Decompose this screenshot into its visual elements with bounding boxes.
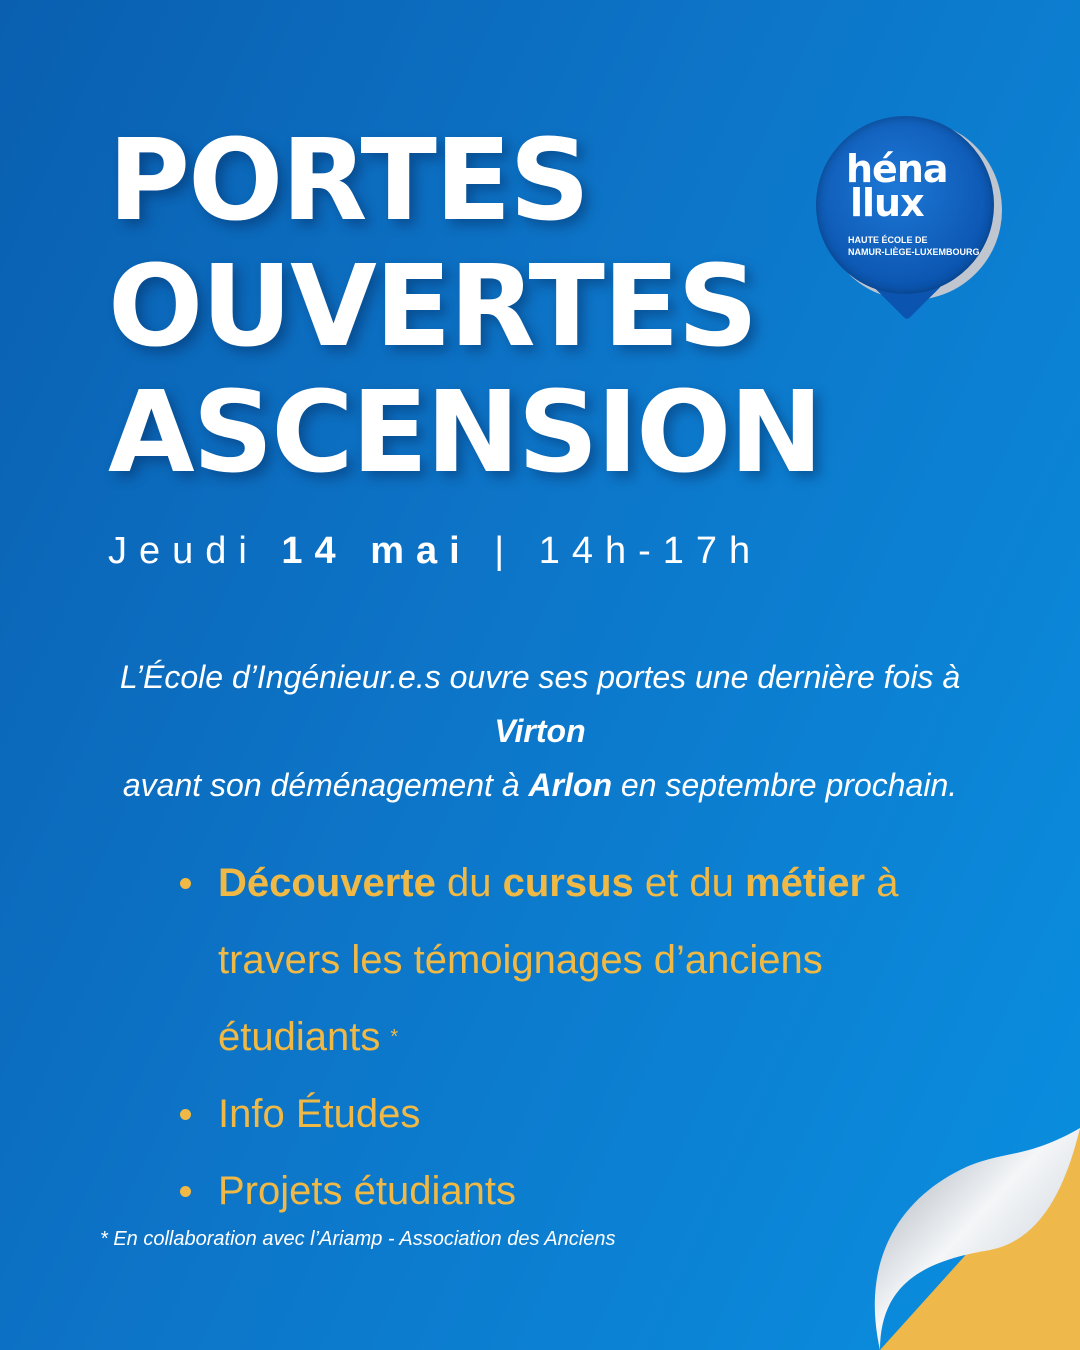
bullet-1-word-6: à bbox=[876, 861, 899, 905]
bullet-1-keyword-1: Découverte bbox=[218, 861, 436, 905]
logo-tagline bbox=[848, 234, 980, 258]
list-item-label: Projets étudiants bbox=[218, 1169, 516, 1213]
footnote-marker: * bbox=[390, 1026, 399, 1048]
bullet-1-word-2: du bbox=[447, 861, 492, 905]
bullet-1-word-4: et du bbox=[644, 861, 734, 905]
bullet-icon bbox=[180, 1109, 191, 1120]
event-time: 14h-17h bbox=[538, 530, 763, 572]
bullet-1-keyword-2: cursus bbox=[502, 861, 634, 905]
intro-line-1 bbox=[100, 650, 980, 758]
intro-location-virton: Virton bbox=[494, 713, 586, 749]
intro-line-2-after: en septembre prochain. bbox=[620, 767, 958, 803]
list-item bbox=[180, 845, 1010, 1076]
title-line-3: ASCENSION bbox=[108, 368, 822, 498]
intro-text bbox=[100, 650, 980, 812]
bullet-icon bbox=[180, 1186, 191, 1197]
intro-line-2 bbox=[100, 758, 980, 812]
logo-tagline-line-2: NAMUR-LIÈGE-LUXEMBOURG bbox=[848, 247, 980, 257]
title-line-2: OUVERTES bbox=[108, 242, 757, 372]
logo-wordmark-line-1: héna bbox=[846, 147, 948, 191]
logo-tagline-line-1: HAUTE ÉCOLE DE bbox=[848, 235, 928, 245]
intro-location-arlon: Arlon bbox=[528, 767, 613, 803]
list-item-line-1 bbox=[218, 861, 898, 905]
date-separator: | bbox=[494, 530, 517, 572]
list-item-line-2: travers les témoignages d’anciens étudiants bbox=[218, 938, 823, 1059]
list-item-label: Info Études bbox=[218, 1092, 421, 1136]
page-curl-decoration bbox=[840, 1110, 1080, 1350]
title-line-1: PORTES bbox=[108, 116, 589, 246]
event-date: 14 mai bbox=[281, 530, 472, 572]
intro-line-2-before: avant son déménagement à bbox=[122, 767, 520, 803]
intro-line-1-text: L’École d’Ingénieur.e.s ouvre ses portes une dernière fois à bbox=[119, 659, 961, 695]
logo-wordmark-line-2: llux bbox=[850, 181, 924, 225]
footnote: * En collaboration avec l’Ariamp - Association des Anciens bbox=[100, 1228, 616, 1250]
bullet-icon bbox=[180, 878, 191, 889]
logo-wordmark bbox=[846, 147, 948, 225]
page-title bbox=[108, 118, 821, 496]
event-day: Jeudi bbox=[108, 530, 259, 572]
henallux-logo bbox=[812, 110, 1007, 325]
event-date-line bbox=[108, 530, 762, 573]
bullet-1-keyword-3: métier bbox=[745, 861, 866, 905]
